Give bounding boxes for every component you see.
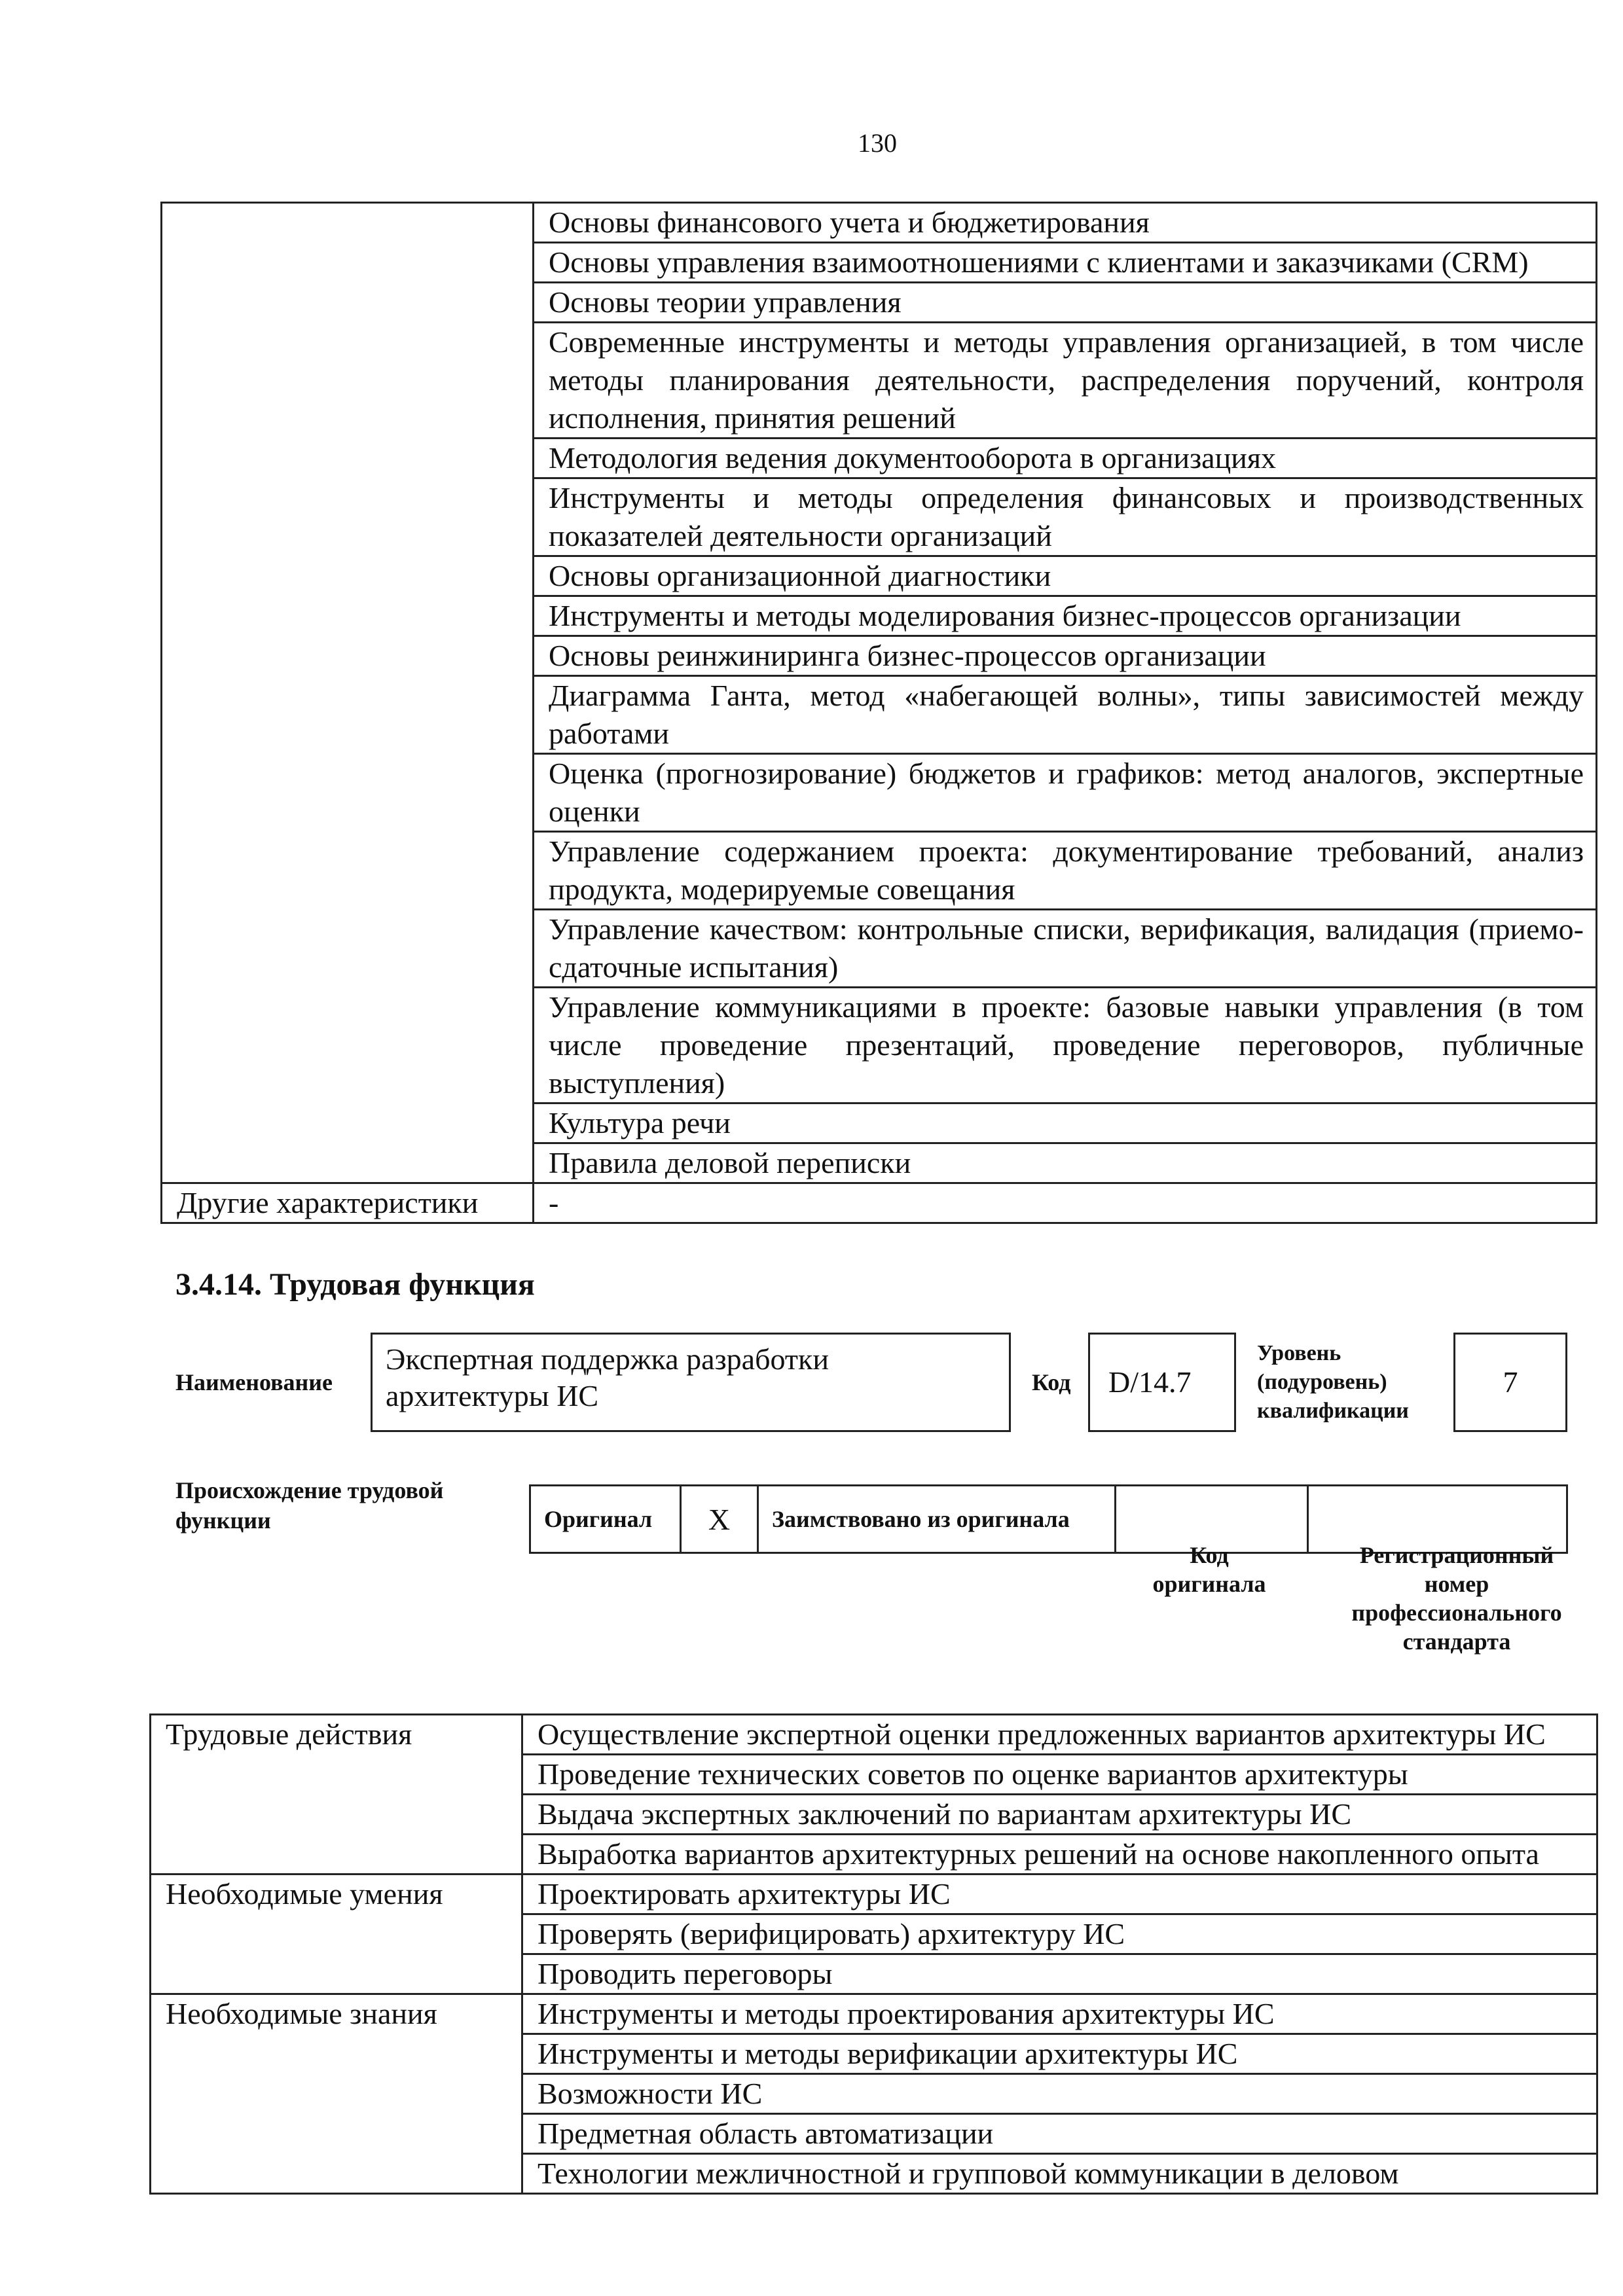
list-item: Проектировать архитектуры ИС xyxy=(522,1874,1597,1914)
list-item: Правила деловой переписки xyxy=(534,1143,1597,1183)
list-item: Основы теории управления xyxy=(534,283,1597,323)
list-item: Проводить переговоры xyxy=(522,1954,1597,1994)
code-box xyxy=(1088,1333,1236,1432)
actions-label: Трудовые действия xyxy=(151,1715,522,1874)
list-item: Инструменты и методы моделирования бизнес-процессов организации xyxy=(534,596,1597,636)
list-item: Технологии межличностной и групповой коммуникации в деловом xyxy=(522,2154,1597,2194)
code-label: Код xyxy=(1032,1369,1071,1395)
origin-label-line: Происхождение трудовой xyxy=(175,1477,444,1503)
other-characteristics-label: Другие характеристики xyxy=(162,1183,534,1223)
code-caption xyxy=(1113,1541,1305,1598)
caption-line: оригинала xyxy=(1152,1571,1266,1597)
level-label-line: (подуровень) xyxy=(1257,1370,1387,1394)
code-value: D/14.7 xyxy=(1108,1365,1192,1399)
name-label: Наименование xyxy=(175,1369,333,1395)
table-row xyxy=(151,1874,1597,1914)
original-label: Оригинал xyxy=(530,1486,681,1553)
table-row xyxy=(151,1715,1597,1755)
knowledge-label: Необходимые знания xyxy=(151,1994,522,2194)
list-item: Основы управления взаимоотношениями с клиентами и заказчиками (CRM) xyxy=(534,243,1597,283)
list-item: Проведение технических советов по оценке вариантов архитектуры xyxy=(522,1755,1597,1795)
list-item: Методология ведения документооборота в организациях xyxy=(534,439,1597,478)
table-row xyxy=(151,1994,1597,2034)
origin-label xyxy=(175,1475,443,1535)
list-item: Осуществление экспертной оценки предложенных вариантов архитектуры ИС xyxy=(522,1715,1597,1755)
list-item: Выработка вариантов архитектурных решений на основе накопленного опыта xyxy=(522,1835,1597,1874)
original-mark: X xyxy=(681,1486,758,1553)
other-characteristics-value: - xyxy=(534,1183,1597,1223)
list-item: Оценка (прогнозирование) бюджетов и графиков: метод аналогов, экспертные оценки xyxy=(534,754,1597,832)
list-item: Культура речи xyxy=(534,1103,1597,1143)
empty-label-cell xyxy=(162,203,534,1183)
function-name: Экспертная поддержка разработки архитектуры ИС xyxy=(386,1342,829,1412)
list-item: Основы финансового учета и бюджетирования xyxy=(534,203,1597,243)
function-name-box xyxy=(371,1333,1011,1432)
registration-caption xyxy=(1309,1541,1604,1656)
caption-line: номер xyxy=(1424,1571,1489,1597)
section-heading: 3.4.14. Трудовая функция xyxy=(175,1267,535,1302)
list-item: Диаграмма Ганта, метод «набегающей волны», типы зависимостей между работами xyxy=(534,676,1597,754)
list-item: Управление качеством: контрольные списки, верификация, валидация (приемо-сдаточные испытания) xyxy=(534,910,1597,988)
list-item: Современные инструменты и методы управления организацией, в том числе методы планирования деятельности, распределения поручений, контроля исполнения, принятия решений xyxy=(534,323,1597,439)
list-item: Основы организационной диагностики xyxy=(534,556,1597,596)
table-row xyxy=(162,203,1597,243)
list-item: Основы реинжиниринга бизнес-процессов организации xyxy=(534,636,1597,676)
list-item: Управление содержанием проекта: документирование требований, анализ продукта, модерируемые совещания xyxy=(534,832,1597,910)
level-label-line: Уровень xyxy=(1257,1341,1341,1365)
borrowed-label: Заимствовано из оригинала xyxy=(758,1486,1116,1553)
level-box xyxy=(1453,1333,1567,1432)
list-item: Выдача экспертных заключений по вариантам архитектуры ИС xyxy=(522,1795,1597,1835)
skills-label: Необходимые умения xyxy=(151,1874,522,1994)
list-item: Инструменты и методы верификации архитектуры ИС xyxy=(522,2034,1597,2074)
list-item: Инструменты и методы проектирования архитектуры ИС xyxy=(522,1994,1597,2034)
table-row xyxy=(162,1183,1597,1223)
caption-line: профессионального xyxy=(1351,1600,1562,1626)
level-label-line: квалификации xyxy=(1257,1399,1409,1423)
level-label xyxy=(1257,1339,1409,1426)
list-item: Проверять (верифицировать) архитектуру ИС xyxy=(522,1914,1597,1954)
caption-line: Регистрационный xyxy=(1359,1542,1554,1568)
function-details-table xyxy=(149,1713,1598,2195)
caption-line: стандарта xyxy=(1402,1628,1511,1655)
list-item: Возможности ИС xyxy=(522,2074,1597,2114)
origin-label-line: функции xyxy=(175,1507,271,1534)
list-item: Инструменты и методы определения финансовых и производственных показателей деятельности организаций xyxy=(534,478,1597,556)
list-item: Предметная область автоматизации xyxy=(522,2114,1597,2154)
caption-line: Код xyxy=(1190,1542,1229,1568)
knowledge-table xyxy=(160,202,1597,1224)
list-item: Управление коммуникациями в проекте: базовые навыки управления (в том числе проведение презентаций, проведение переговоров, публичные выступления) xyxy=(534,988,1597,1103)
page-number: 130 xyxy=(858,128,897,158)
level-value: 7 xyxy=(1503,1365,1518,1399)
